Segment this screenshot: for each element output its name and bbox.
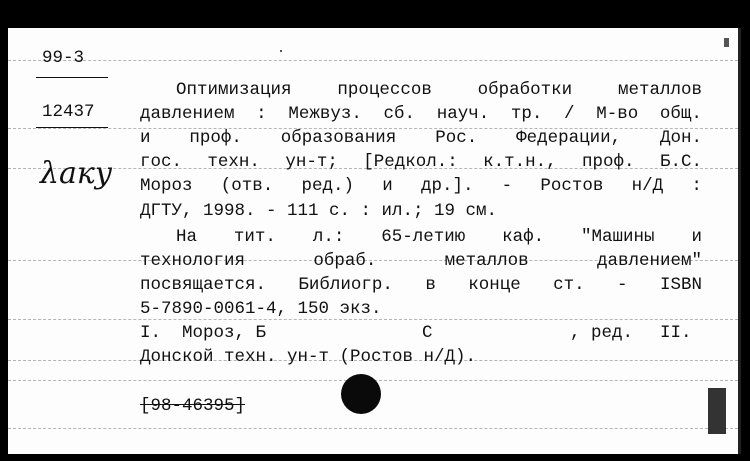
- inventory-number: 12437: [42, 102, 95, 122]
- card-line: гос. техн. ун-т; [Редкол.: к.т.н., проф. Б.С.: [140, 152, 702, 172]
- card-line: ДГТУ, 1998. - 111 с. : ил.; 19 см.: [140, 201, 498, 221]
- added-entry-second-number: II.: [660, 323, 692, 343]
- shelf-code: 99-3: [42, 48, 85, 68]
- card-line: 5-7890-0061-4, 150 экз.: [140, 299, 382, 319]
- card-line: На тит. л.: 65-летию каф. "Машины и: [176, 227, 702, 247]
- card-line: Мороз (отв. ред.) и др.]. - Ростов н/Д :: [140, 176, 702, 196]
- card-edge-shadow: [708, 388, 726, 434]
- catalog-card: [8, 28, 741, 454]
- added-entry-initial: С: [422, 323, 433, 343]
- shelf-code-rule: [36, 77, 108, 78]
- card-line: давлением : Межвуз. сб. науч. тр. / М-во общ.: [140, 104, 702, 124]
- added-entry-role: , ред.: [570, 323, 634, 343]
- card-line: технология обраб. металлов давлением": [140, 251, 702, 271]
- card-punch-hole: [341, 374, 381, 414]
- card-ruling: [8, 319, 738, 320]
- dust-speck: [280, 50, 282, 52]
- handwritten-mark: λаку: [40, 156, 113, 191]
- card-line: посвящается. Библиогр. в конце ст. - ISBN: [140, 275, 702, 295]
- added-entry-name: Мороз, Б: [182, 323, 267, 343]
- dust-speck: [724, 38, 729, 47]
- added-entry-second: Донской техн. ун-т (Ростов н/Д).: [140, 347, 477, 367]
- card-ruling: [8, 428, 738, 429]
- card-ruling: [8, 60, 738, 61]
- inventory-rule: [36, 127, 108, 128]
- card-line: и проф. образования Рос. Федерации, Дон.: [140, 128, 702, 148]
- registration-number: [98-46395]: [140, 396, 246, 416]
- added-entry-number: I.: [140, 323, 162, 343]
- card-line: Оптимизация процессов обработки металлов: [176, 80, 702, 100]
